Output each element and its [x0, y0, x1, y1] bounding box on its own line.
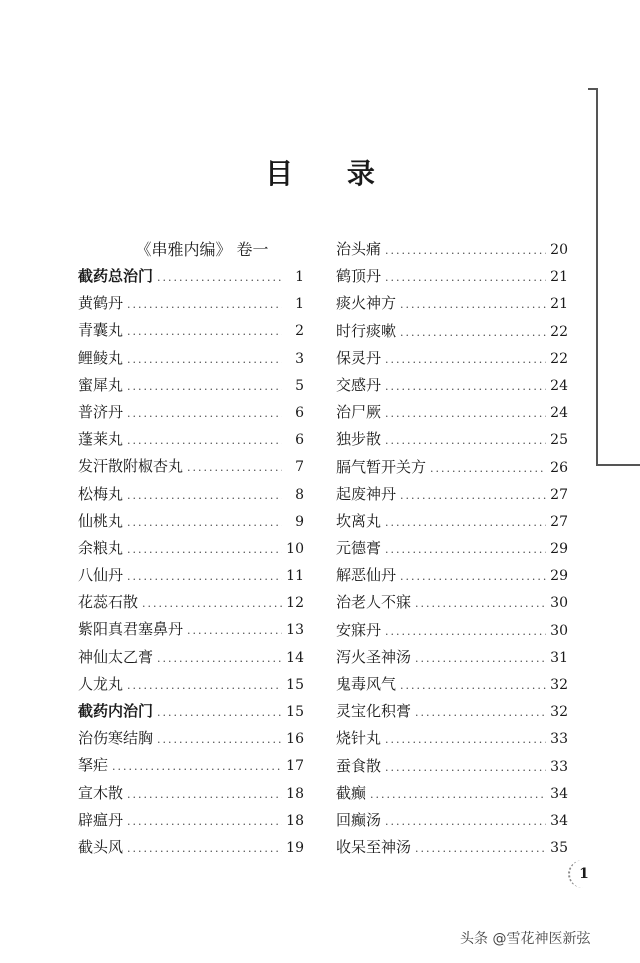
toc-entry[interactable]	[78, 317, 304, 344]
dot-leader	[370, 781, 546, 808]
toc-entry-page: 32	[550, 677, 568, 693]
dot-leader	[400, 672, 546, 699]
toc-entry-page: 24	[550, 405, 568, 422]
dot-leader	[127, 672, 282, 699]
toc-entry[interactable]	[336, 318, 568, 345]
dot-leader	[127, 808, 282, 835]
toc-entry-page: 7	[295, 459, 304, 476]
toc-entry-page: 10	[286, 540, 304, 557]
toc-entry-page: 20	[550, 242, 568, 258]
toc-entry-title: 黄鹤丹	[78, 294, 124, 313]
toc-entry-page: 34	[550, 812, 568, 829]
toc-entry-page: 33	[550, 758, 568, 775]
toc-entry-title: 回癫汤	[336, 810, 382, 829]
toc-entry-title: 灵宝化积膏	[336, 702, 412, 721]
toc-entry-title: 痰火神方	[336, 294, 397, 313]
toc-entry[interactable]	[336, 617, 568, 644]
toc-entry[interactable]	[78, 290, 304, 317]
dot-leader	[415, 699, 546, 726]
page-title: 目 录	[265, 157, 397, 190]
toc-entry-title: 膈气暂开关方	[336, 457, 427, 476]
margin-rule	[596, 88, 598, 466]
toc-entry-page: 6	[295, 404, 304, 421]
toc-entry-title: 青囊丸	[78, 321, 124, 340]
toc-entry-page: 21	[550, 269, 568, 286]
toc-entry[interactable]	[336, 834, 568, 861]
toc-entry-title: 元德膏	[336, 539, 382, 558]
toc-entry[interactable]	[78, 671, 304, 698]
toc-entry-title: 人龙丸	[78, 674, 124, 693]
toc-entry[interactable]	[78, 263, 304, 290]
toc-entry[interactable]	[78, 725, 304, 752]
toc-entry[interactable]	[78, 426, 304, 453]
toc-entry[interactable]	[336, 345, 568, 372]
toc-entry-title: 交感丹	[336, 375, 382, 394]
dot-leader	[385, 618, 546, 645]
toc-entry[interactable]	[336, 725, 568, 752]
toc-entry-title: 时行痰嗽	[336, 321, 397, 340]
dot-leader	[430, 455, 546, 482]
margin-rule-tick	[596, 464, 640, 466]
toc-entry[interactable]	[336, 508, 568, 535]
toc-entry-page: 27	[550, 513, 568, 530]
dot-leader	[415, 835, 546, 862]
toc-entry-title: 起废神丹	[336, 484, 397, 503]
toc-entry[interactable]	[78, 345, 304, 372]
toc-entry-title: 蚕食散	[336, 756, 382, 775]
dot-leader	[385, 427, 546, 454]
toc-entry[interactable]	[336, 454, 568, 481]
dot-leader	[157, 645, 282, 672]
toc-entry[interactable]	[336, 290, 568, 317]
toc-entry[interactable]	[336, 671, 568, 698]
toc-entry-title: 余粮丸	[78, 538, 124, 557]
dot-leader	[385, 400, 546, 427]
toc-entry-page: 14	[286, 649, 304, 666]
toc-entry-title: 八仙丹	[78, 566, 124, 585]
toc-entry[interactable]	[78, 453, 304, 480]
toc-entry-title: 收呆至神汤	[336, 838, 412, 857]
toc-entry-title: 治头痛	[336, 240, 382, 258]
dot-leader	[385, 808, 546, 835]
dot-leader	[415, 590, 546, 617]
dot-leader	[112, 753, 282, 780]
dot-leader	[127, 781, 282, 808]
toc-entry-page: 1	[295, 269, 304, 285]
toc-entry-title: 鬼毒风气	[336, 675, 397, 693]
dot-leader	[157, 726, 282, 753]
dot-leader	[127, 346, 282, 373]
toc-entry-title: 独步散	[336, 430, 382, 449]
dot-leader	[127, 427, 282, 454]
toc-entry[interactable]	[336, 698, 568, 725]
toc-entry[interactable]	[336, 753, 568, 780]
toc-entry-title: 鲤鲮丸	[78, 348, 124, 367]
toc-entry-title: 宣木散	[78, 783, 124, 802]
toc-entry-page: 19	[286, 839, 304, 856]
toc-entry-page: 17	[286, 758, 304, 775]
toc-entry-title: 截癫	[336, 783, 367, 802]
dot-leader	[385, 264, 546, 291]
toc-entry[interactable]	[78, 807, 304, 834]
toc-entry-title: 截药总治门	[78, 267, 154, 285]
toc-entry-title: 花蕊石散	[78, 593, 139, 612]
toc-entry[interactable]	[78, 535, 304, 562]
toc-entry[interactable]	[78, 372, 304, 399]
toc-entry-page: 11	[286, 568, 304, 585]
toc-list-right	[336, 236, 568, 861]
toc-entry[interactable]	[78, 780, 304, 807]
toc-column-right	[336, 236, 568, 861]
toc-entry[interactable]	[336, 236, 568, 263]
dot-leader	[385, 237, 546, 264]
dot-leader	[400, 563, 546, 590]
toc-entry-page: 1	[295, 296, 304, 313]
dot-leader	[385, 726, 546, 753]
toc-entry[interactable]	[336, 399, 568, 426]
toc-entry-page: 15	[286, 704, 304, 720]
toc-entry[interactable]	[336, 426, 568, 453]
toc-entry-title: 紫阳真君塞鼻丹	[78, 620, 184, 639]
dot-leader	[385, 373, 546, 400]
dot-leader	[385, 509, 546, 536]
toc-entry-page: 21	[550, 296, 568, 313]
toc-entry-page: 6	[295, 432, 304, 449]
dot-leader	[157, 699, 282, 726]
toc-entry-page: 31	[550, 649, 568, 666]
dot-leader	[187, 454, 282, 481]
toc-entry-page: 3	[295, 350, 304, 367]
toc-entry[interactable]	[336, 562, 568, 589]
toc-entry[interactable]	[336, 535, 568, 562]
toc-entry-page: 13	[286, 622, 304, 639]
toc-entry-title: 烧针丸	[336, 729, 382, 748]
toc-entry[interactable]	[78, 698, 304, 725]
toc-entry-page: 33	[550, 731, 568, 748]
toc-entry-title: 仙桃丸	[78, 511, 124, 530]
toc-entry[interactable]	[78, 481, 304, 508]
toc-entry-page: 22	[550, 323, 568, 340]
toc-entry-page: 2	[295, 323, 304, 340]
toc-entry[interactable]	[336, 780, 568, 807]
toc-entry-page: 34	[550, 785, 568, 802]
toc-entry-title: 保灵丹	[336, 348, 382, 367]
toc-entry-title: 坎离丸	[336, 511, 382, 530]
dot-leader	[127, 318, 282, 345]
dot-leader	[400, 482, 546, 509]
toc-entry-page: 18	[286, 812, 304, 829]
watermark: 头条 @雪花神医新弦	[460, 931, 591, 947]
toc-entry-title: 截药内治门	[78, 702, 154, 720]
toc-entry[interactable]	[78, 752, 304, 779]
toc-entry-page: 16	[286, 731, 304, 748]
dot-leader	[187, 617, 282, 644]
toc-column-left	[78, 236, 304, 861]
dot-leader	[415, 645, 546, 672]
toc-entry-title: 辟瘟丹	[78, 810, 124, 829]
dot-leader	[127, 482, 282, 509]
toc-entry-title: 治尸厥	[336, 403, 382, 422]
toc-entry[interactable]	[78, 589, 304, 616]
toc-entry[interactable]	[78, 508, 304, 535]
dot-leader	[385, 536, 546, 563]
toc-entry-title: 神仙太乙膏	[78, 647, 154, 666]
toc-entry-page: 32	[550, 704, 568, 721]
dot-leader	[142, 590, 282, 617]
dot-leader	[127, 536, 282, 563]
dot-leader	[127, 509, 282, 536]
dot-leader	[400, 291, 546, 318]
toc-entry[interactable]	[336, 481, 568, 508]
toc-entry-title: 解恶仙丹	[336, 566, 397, 585]
toc-entry-page: 29	[550, 568, 568, 585]
toc-entry-page: 18	[286, 785, 304, 802]
toc-entry[interactable]	[78, 644, 304, 671]
toc-entry-page: 12	[286, 595, 304, 612]
toc-entry-title: 松梅丸	[78, 484, 124, 503]
dot-leader	[127, 373, 282, 400]
toc-entry[interactable]	[78, 616, 304, 643]
toc-entry-page: 5	[295, 377, 304, 394]
dot-leader	[127, 400, 282, 427]
toc-entry-title: 拏疟	[78, 756, 109, 775]
toc-entry-title: 蓬莱丸	[78, 430, 124, 449]
toc-entry-title: 治伤寒结胸	[78, 729, 154, 748]
toc-entry[interactable]	[336, 263, 568, 290]
toc-entry-page: 30	[550, 595, 568, 612]
dot-leader	[385, 754, 546, 781]
toc-entry-page: 9	[295, 513, 304, 530]
dot-leader	[400, 319, 546, 346]
toc-entry[interactable]	[336, 807, 568, 834]
toc-entry-page: 29	[550, 541, 568, 558]
toc-list-left	[78, 263, 304, 861]
dot-leader	[127, 835, 282, 862]
page-number: 1	[568, 860, 598, 888]
toc-entry[interactable]	[336, 589, 568, 616]
dot-leader	[385, 346, 546, 373]
toc-entry-page: 8	[295, 486, 304, 503]
toc-entry-title: 蜜犀丸	[78, 375, 124, 394]
toc-entry-page: 22	[550, 350, 568, 367]
toc-entry[interactable]	[336, 644, 568, 671]
toc-entry-title: 普济丹	[78, 402, 124, 421]
toc-entry-page: 25	[550, 432, 568, 449]
toc-entry-page: 26	[550, 459, 568, 476]
toc-entry-title: 治老人不寐	[336, 593, 412, 612]
toc-entry-title: 截头风	[78, 837, 124, 856]
toc-entry[interactable]	[78, 562, 304, 589]
toc-entry-title: 发汗散附椒杏丸	[78, 457, 184, 476]
dot-leader	[157, 264, 282, 291]
toc-entry-title: 安寐丹	[336, 620, 382, 639]
toc-entry-page: 30	[550, 622, 568, 639]
toc-entry[interactable]	[78, 399, 304, 426]
toc-entry-title: 泻火圣神汤	[336, 647, 412, 666]
dot-leader	[127, 291, 282, 318]
toc-entry[interactable]	[336, 372, 568, 399]
toc-entry-page: 35	[550, 840, 568, 857]
section-heading: 《串雅内编》 卷一	[135, 240, 269, 259]
toc-entry-page: 27	[550, 486, 568, 503]
toc-entry[interactable]	[78, 834, 304, 861]
toc-entry-page: 24	[550, 377, 568, 394]
toc-entry-page: 15	[286, 676, 304, 693]
toc-entry-title: 鹤顶丹	[336, 267, 382, 286]
dot-leader	[127, 563, 282, 590]
